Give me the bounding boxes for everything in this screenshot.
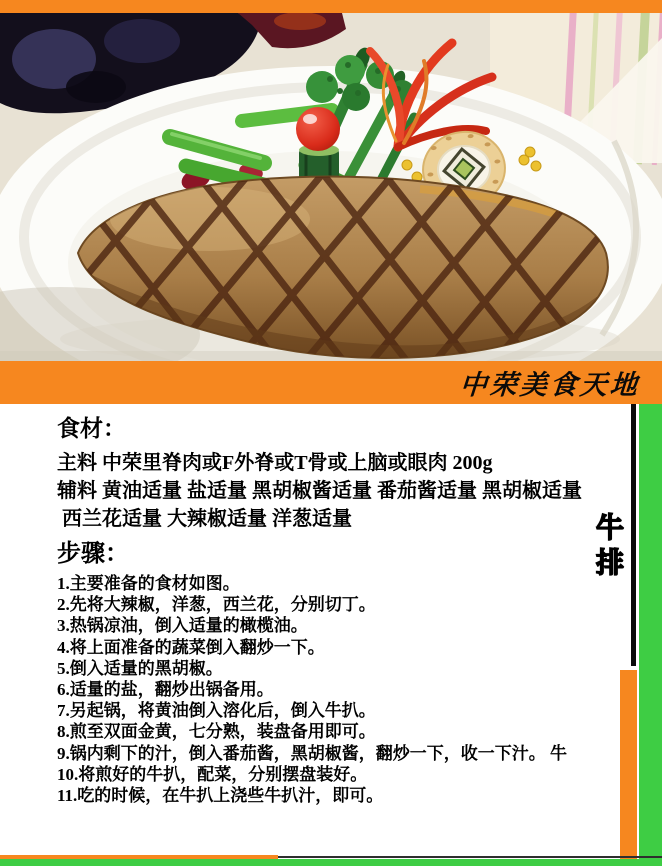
step-6: 6.适量的盐，翻炒出锅备用。 [57, 680, 274, 700]
step-11: 11.吃的时候，在牛扒上浇些牛扒汁，即可。 [57, 786, 384, 806]
right-black-rule [631, 404, 636, 666]
step-3: 3.热锅凉油，倒入适量的橄榄油。 [57, 616, 308, 636]
top-orange-strip [0, 0, 662, 13]
step-10: 10.将煎好的牛扒，配菜，分别摆盘装好。 [57, 764, 368, 784]
step-4: 4.将上面准备的蔬菜倒入翻炒一下。 [57, 637, 325, 657]
dish-name-char-2: 排 [595, 548, 624, 579]
dish-name-char-1: 牛 [595, 513, 624, 544]
brand-title: 中荣美食天地 [458, 370, 641, 400]
ingredients-main-line: 主料 中荣里脊肉或F外脊或T骨或上脑或眼肉 200g [57, 452, 493, 474]
ingredients-heading: 食材： [57, 416, 126, 441]
step-8: 8.煎至双面金黄，七分熟，装盘备用即可。 [57, 722, 376, 742]
step-2: 2.先将大辣椒，洋葱，西兰花，分别切丁。 [57, 595, 376, 615]
step-7: 7.另起锅，将黄油倒入溶化后，倒入牛扒。 [57, 701, 376, 721]
brand-band [0, 361, 662, 404]
dish-photo [0, 13, 662, 361]
ingredients-aux-line: 辅料 黄油适量 盐适量 黑胡椒酱适量 番茄酱适量 黑胡椒适量 [57, 480, 582, 502]
bottom-green-strip [0, 859, 662, 866]
steps-heading: 步骤： [57, 541, 129, 567]
step-9: 9.锅内剩下的汁，倒入番茄酱，黑胡椒酱，翻炒一下，收一下汁。 牛 [57, 743, 567, 763]
steak-photo-illustration [0, 13, 662, 361]
step-5: 5.倒入适量的黑胡椒。 [57, 658, 223, 678]
right-green-rail [639, 404, 662, 866]
step-1: 1.主要准备的食材如图。 [57, 574, 240, 593]
ingredients-aux-line-continued: 西兰花适量 大辣椒适量 洋葱适量 [62, 508, 352, 530]
recipe-content [0, 404, 628, 806]
right-orange-bar [620, 670, 637, 860]
dish-name-vertical-label [592, 514, 628, 579]
bottom-black-rule [278, 856, 662, 858]
